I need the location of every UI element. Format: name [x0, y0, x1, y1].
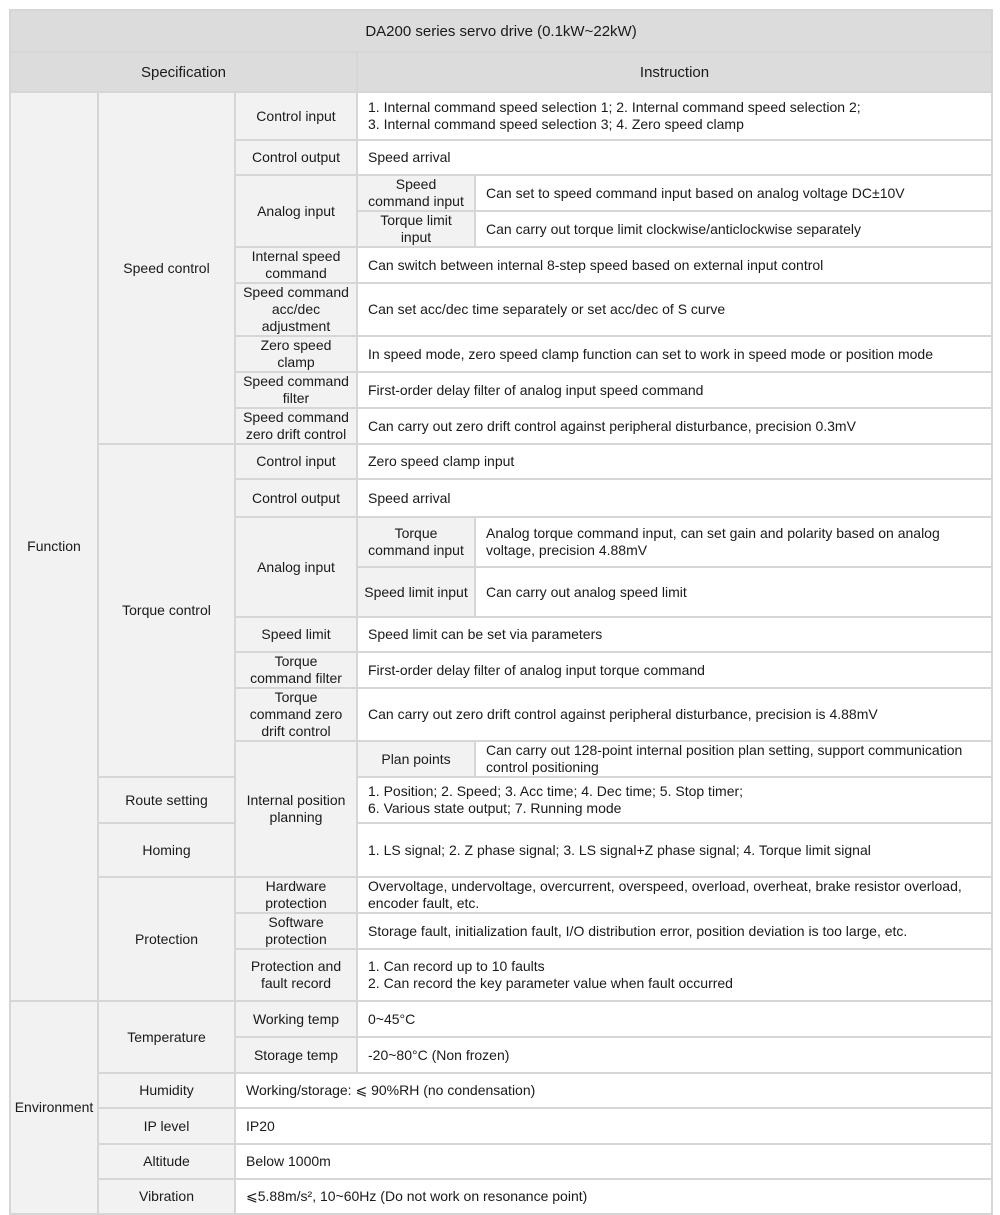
item-description: Can carry out analog speed limit [475, 567, 992, 617]
item-description: Overvoltage, undervoltage, overcurrent, overspeed, overload, overheat, brake resistor overload, encoder fault, etc. [357, 877, 992, 913]
table-row [10, 877, 992, 913]
table-row [10, 1144, 992, 1179]
subcategory-software-protection: Software protection [235, 913, 357, 949]
category-protection: Protection [98, 877, 235, 1001]
spec-table [9, 9, 993, 1215]
item-label: Storage temp [235, 1037, 357, 1073]
subcategory-internal-position-planning: Internal position planning [235, 741, 357, 877]
title-row [10, 10, 992, 52]
item-description: ⩽5.88m/s², 10~60Hz (Do not work on resonance point) [235, 1179, 992, 1214]
item-label: Speed limit [235, 617, 357, 652]
description-line: 1. Can record up to 10 faults [368, 958, 545, 974]
sub-item-label: Speed command input [357, 175, 475, 211]
item-description: Analog torque command input, can set gain and polarity based on analog voltage, precision 4.88mV [475, 517, 992, 567]
item-label: Speed command acc/dec adjustment [235, 283, 357, 336]
item-description: Below 1000m [235, 1144, 992, 1179]
table-row [10, 1073, 992, 1108]
description-line: 1. Internal command speed selection 1; 2. Internal command speed selection 2; [368, 99, 861, 115]
description-line: 2. Can record the key parameter value when fault occurred [368, 975, 733, 991]
item-description [357, 777, 992, 823]
subcategory-temperature: Temperature [98, 1001, 235, 1073]
item-label: Analog input [235, 175, 357, 247]
item-label: Working temp [235, 1001, 357, 1037]
table-row [10, 777, 992, 823]
item-description: Speed arrival [357, 479, 992, 517]
item-label: Control output [235, 140, 357, 175]
table-row [10, 1108, 992, 1144]
item-description: Speed arrival [357, 140, 992, 175]
item-description: Zero speed clamp input [357, 444, 992, 479]
item-description: Can switch between internal 8-step speed based on external input control [357, 247, 992, 283]
item-label: Torque command filter [235, 652, 357, 688]
category-function: Function [10, 92, 98, 1001]
item-label: Control input [235, 92, 357, 140]
item-description: Can carry out zero drift control against peripheral disturbance, precision 0.3mV [357, 408, 992, 444]
sub-item-label: Torque limit input [357, 211, 475, 247]
table-row [10, 823, 992, 877]
subcategory-ip-level: IP level [98, 1108, 235, 1144]
item-description: In speed mode, zero speed clamp function can set to work in speed mode or position mode [357, 336, 992, 372]
item-description: Speed limit can be set via parameters [357, 617, 992, 652]
header-instruction: Instruction [357, 52, 992, 92]
table-row [10, 92, 992, 140]
item-description: Storage fault, initialization fault, I/O distribution error, position deviation is too large, etc. [357, 913, 992, 949]
item-label: Speed command zero drift control [235, 408, 357, 444]
item-label: Analog input [235, 517, 357, 617]
subcategory-altitude: Altitude [98, 1144, 235, 1179]
spec-table-wrapper [9, 9, 991, 1215]
item-description: First-order delay filter of analog input speed command [357, 372, 992, 408]
item-description: 0~45°C [357, 1001, 992, 1037]
item-label: Zero speed clamp [235, 336, 357, 372]
item-description [357, 92, 992, 140]
item-description: Can set acc/dec time separately or set acc/dec of S curve [357, 283, 992, 336]
item-label: Torque command zero drift control [235, 688, 357, 741]
item-description: IP20 [235, 1108, 992, 1144]
subcategory-speed-control: Speed control [98, 92, 235, 444]
subcategory-torque-control: Torque control [98, 444, 235, 777]
item-label: Control output [235, 479, 357, 517]
item-description: -20~80°C (Non frozen) [357, 1037, 992, 1073]
item-description: 1. LS signal; 2. Z phase signal; 3. LS signal+Z phase signal; 4. Torque limit signal [357, 823, 992, 877]
category-environment: Environment [10, 1001, 98, 1214]
item-description: Can carry out torque limit clockwise/anticlockwise separately [475, 211, 992, 247]
header-specification: Specification [10, 52, 357, 92]
subcategory-vibration: Vibration [98, 1179, 235, 1214]
item-description: First-order delay filter of analog input torque command [357, 652, 992, 688]
table-row [10, 1001, 992, 1037]
table-row [10, 1179, 992, 1214]
item-description: Can carry out 128-point internal position plan setting, support communication control positioning [475, 741, 992, 777]
item-label: Plan points [357, 741, 475, 777]
item-description: Can set to speed command input based on analog voltage DC±10V [475, 175, 992, 211]
sub-item-label: Torque command input [357, 517, 475, 567]
item-label: Route setting [98, 777, 235, 823]
description-line: 1. Position; 2. Speed; 3. Acc time; 4. Dec time; 5. Stop timer; [368, 783, 744, 799]
header-row [10, 52, 992, 92]
item-label: Homing [98, 823, 235, 877]
item-label: Speed command filter [235, 372, 357, 408]
subcategory-protection-fault-record: Protection and fault record [235, 949, 357, 1001]
item-label: Internal speed command [235, 247, 357, 283]
description-line: 3. Internal command speed selection 3; 4. Zero speed clamp [368, 116, 744, 132]
item-description: Can carry out zero drift control against peripheral disturbance, precision is 4.88mV [357, 688, 992, 741]
table-title: DA200 series servo drive (0.1kW~22kW) [10, 10, 992, 52]
item-label: Control input [235, 444, 357, 479]
table-row [10, 444, 992, 479]
item-description: Working/storage: ⩽ 90%RH (no condensation) [235, 1073, 992, 1108]
description-line: 6. Various state output; 7. Running mode [368, 800, 622, 816]
item-description [357, 949, 992, 1001]
sub-item-label: Speed limit input [357, 567, 475, 617]
subcategory-hardware-protection: Hardware protection [235, 877, 357, 913]
subcategory-humidity: Humidity [98, 1073, 235, 1108]
